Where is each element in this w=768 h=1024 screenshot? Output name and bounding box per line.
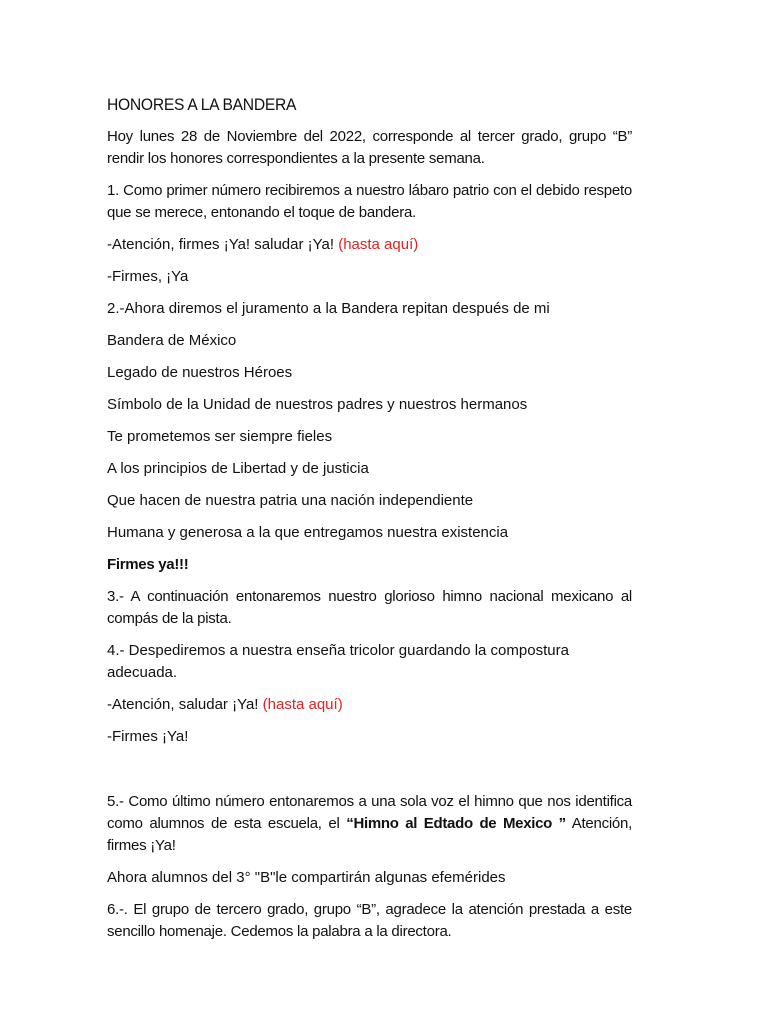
oath-line-7: Humana y generosa a la que entregamos nuestra existencia (107, 524, 509, 541)
item-5-text-before: 5.- Como último número entonaremos a una sola voz el himno que nos identifica como alumnos de esta escuela, el (107, 793, 632, 832)
item-1-paragraph: 1. Como primer número recibiremos a nuestro lábaro patrio con el debido respeto que se merece, entonando el toque de bandera. (107, 182, 632, 221)
document-page (107, 94, 632, 953)
item-4-paragraph: 4.- Despediremos a nuestra enseña tricolor guardando la compostura adecuada. (107, 642, 569, 681)
command-3-note: (hasta aquí) (262, 696, 343, 713)
firmes-ya-heading: Firmes ya!!! (107, 556, 189, 573)
item-6-paragraph: 6.-. El grupo de tercero grado, grupo “B”, agradece la atención prestada a este sencillo homenaje. Cedemos la palabra a la directora. (107, 901, 632, 940)
command-1-text: -Atención, firmes ¡Ya! saludar ¡Ya! (107, 236, 339, 253)
item-3-paragraph: 3.- A continuación entonaremos nuestro glorioso himno nacional mexicano al compás de la pista. (107, 588, 632, 627)
command-4-line: -Firmes ¡Ya! (107, 728, 189, 745)
oath-line-3: Símbolo de la Unidad de nuestros padres y nuestros hermanos (107, 396, 528, 413)
command-3-line (107, 694, 632, 716)
command-1-line (107, 234, 632, 256)
item-5-text-after: Atención, firmes ¡Ya! (107, 815, 632, 854)
efemerides-line: Ahora alumnos del 3° "B"le compartirán algunas efemérides (107, 869, 506, 886)
oath-line-4: Te prometemos ser siempre fieles (107, 428, 333, 445)
command-3-text: -Atención, saludar ¡Ya! (107, 696, 263, 713)
item-5-paragraph (107, 791, 632, 857)
command-1-note: (hasta aquí) (338, 236, 419, 253)
oath-line-2: Legado de nuestros Héroes (107, 364, 293, 381)
command-2-line: -Firmes, ¡Ya (107, 268, 189, 285)
intro-paragraph: Hoy lunes 28 de Noviembre del 2022, corresponde al tercer grado, grupo “B” rendir los honores correspondientes a la presente semana. (107, 128, 632, 167)
oath-line-1: Bandera de México (107, 332, 237, 349)
hymn-title: “Himno al Edtado de Mexico ” (346, 815, 566, 832)
oath-line-6: Que hacen de nuestra patria una nación independiente (107, 492, 474, 509)
item-2-paragraph: 2.-Ahora diremos el juramento a la Bandera repitan después de mi (107, 300, 550, 317)
spacer (107, 758, 632, 791)
oath-line-5: A los principios de Libertad y de justicia (107, 460, 369, 477)
document-title: HONORES A LA BANDERA (107, 95, 297, 114)
